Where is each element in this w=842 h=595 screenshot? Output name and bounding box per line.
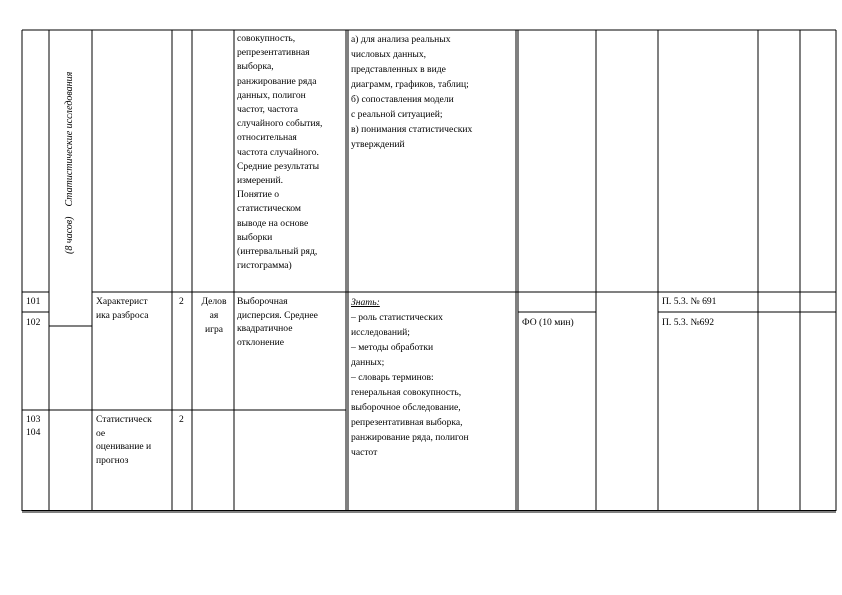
- text-line: – методы обработки: [351, 342, 434, 353]
- lesson-number: 102: [26, 317, 41, 328]
- homework: П. 5.3. № 691: [662, 296, 717, 307]
- text-line: оценивание и: [96, 441, 152, 452]
- text-line: репрезентативная выборка,: [351, 417, 463, 428]
- top-skills-cell: [351, 32, 472, 152]
- text-line: Выборочная: [237, 296, 288, 307]
- text-line: исследований;: [351, 327, 410, 338]
- text-line: ранжирование ряда: [237, 75, 317, 87]
- text-line: данных;: [351, 357, 385, 368]
- text-line: генеральная совокупность,: [351, 387, 462, 398]
- text-line: статистическом: [237, 203, 301, 215]
- text-line: игра: [204, 324, 224, 336]
- text-line: 104: [26, 427, 41, 438]
- text-line: случайного события,: [237, 118, 323, 130]
- text-line: Средние результаты: [237, 160, 320, 172]
- section-hours: (8 часов): [64, 216, 75, 254]
- lesson-content: [237, 295, 318, 349]
- text-line: 103: [26, 414, 41, 425]
- text-line: б) сопоставления модели: [351, 94, 454, 105]
- control-form: ФО (10 мин): [522, 317, 574, 328]
- text-line: Делов: [201, 296, 227, 307]
- text-line: выборки: [237, 231, 273, 243]
- text-line: (интервальный ряд,: [237, 246, 318, 258]
- text-line: Статистическ: [96, 414, 152, 425]
- section-label: [64, 72, 76, 254]
- text-line: частота случайного.: [237, 146, 319, 158]
- lesson-topic: [96, 295, 149, 323]
- text-line: Понятие о: [237, 189, 280, 201]
- text-line: утверждений: [351, 139, 405, 150]
- lesson-hours: 2: [179, 296, 184, 307]
- lesson-topic: [96, 413, 152, 467]
- lesson-hours: 2: [179, 414, 184, 425]
- text-line: репрезентативная: [237, 47, 310, 59]
- text-line: диаграмм, графиков, таблиц;: [351, 79, 469, 90]
- lesson-number: 101: [26, 296, 41, 307]
- text-line: ое: [96, 427, 106, 439]
- text-line: относительная: [237, 132, 297, 144]
- text-line: совокупность,: [237, 33, 296, 44]
- text-line: частот, частота: [237, 104, 298, 116]
- text-line: ранжирование ряда, полигон: [351, 432, 469, 443]
- text-line: выборочное обследование,: [351, 402, 461, 413]
- homework: П. 5.3. №692: [662, 317, 715, 328]
- text-line: числовых данных,: [351, 49, 427, 60]
- text-line: гистограмма): [237, 260, 292, 272]
- text-line: измерений.: [237, 175, 283, 187]
- text-line: а) для анализа реальных: [351, 34, 451, 45]
- text-line: выводе на основе: [237, 217, 309, 229]
- section-title: Статистические исследования: [64, 71, 75, 207]
- text-line: данных, полигон: [237, 89, 306, 101]
- know-cell: [351, 295, 469, 460]
- know-label: Знать:: [351, 297, 380, 308]
- text-line: квадратичное: [237, 323, 293, 334]
- text-line: с реальной ситуацией;: [351, 109, 443, 120]
- text-line: выборка,: [237, 61, 274, 73]
- text-line: прогноз: [96, 454, 129, 466]
- lesson-number: [26, 413, 40, 439]
- text-line: отклонение: [237, 336, 285, 348]
- text-line: частот: [351, 447, 378, 458]
- text-line: – роль статистических: [351, 312, 443, 323]
- top-content-cell: [237, 32, 322, 273]
- text-line: дисперсия. Среднее: [237, 309, 318, 321]
- text-line: ая: [209, 310, 219, 322]
- lesson-form: [196, 295, 232, 338]
- text-line: ика разброса: [96, 310, 149, 322]
- text-line: – словарь терминов:: [351, 372, 434, 383]
- text-line: Характерист: [96, 296, 148, 307]
- text-line: представленных в виде: [351, 64, 446, 75]
- text-line: в) понимания статистических: [351, 124, 473, 135]
